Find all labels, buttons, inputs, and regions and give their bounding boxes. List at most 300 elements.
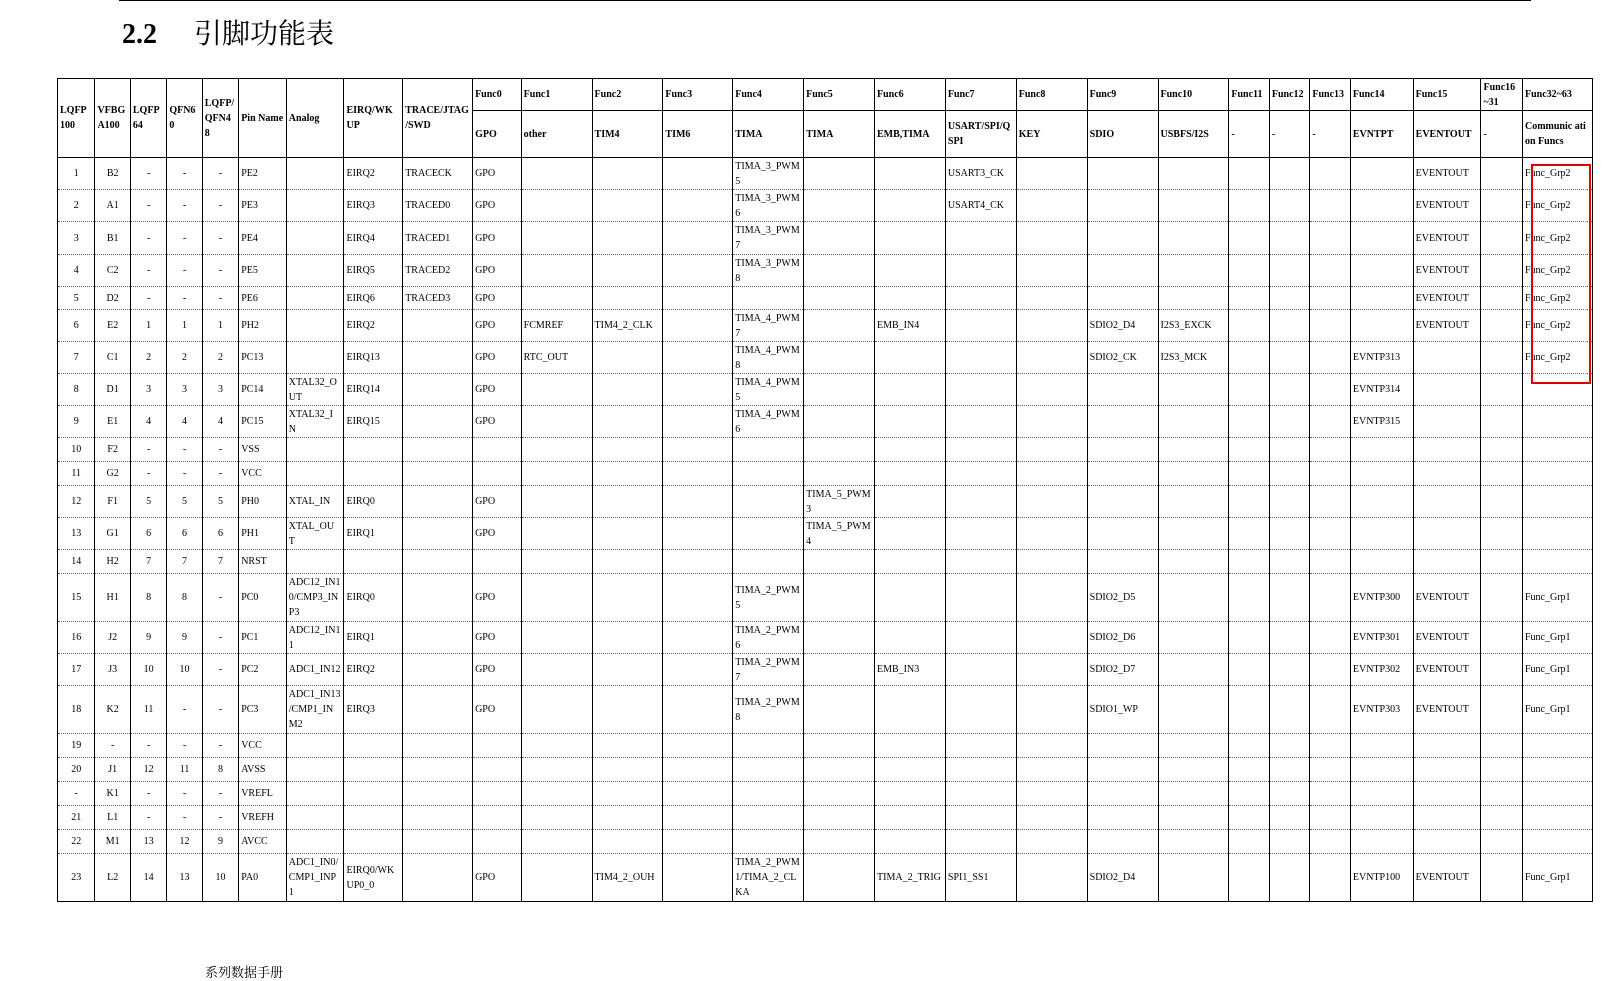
table-cell xyxy=(663,486,733,518)
table-cell xyxy=(286,287,344,310)
table-cell xyxy=(1522,806,1592,830)
column-subheader: - xyxy=(1310,111,1351,158)
column-header: Func16 ~31 xyxy=(1481,79,1523,111)
table-cell: EVNTP300 xyxy=(1350,574,1413,622)
table-cell: EVENTOUT xyxy=(1413,574,1481,622)
table-cell xyxy=(521,758,592,782)
table-cell: PA0 xyxy=(239,854,287,902)
table-cell: PE2 xyxy=(239,158,287,190)
table-cell: 15 xyxy=(58,574,95,622)
table-cell xyxy=(945,342,1016,374)
column-header: TRACE/JTAG /SWD xyxy=(403,79,473,158)
table-cell: EVENTOUT xyxy=(1413,654,1481,686)
table-cell xyxy=(1310,830,1351,854)
table-cell xyxy=(521,486,592,518)
table-cell xyxy=(663,518,733,550)
table-cell xyxy=(1016,734,1087,758)
table-cell: I2S3_EXCK xyxy=(1158,310,1229,342)
table-cell xyxy=(1016,622,1087,654)
table-cell xyxy=(1269,486,1310,518)
table-cell xyxy=(1522,758,1592,782)
column-subheader: other xyxy=(521,111,592,158)
table-cell: GPO xyxy=(473,222,522,255)
table-cell xyxy=(663,574,733,622)
table-cell: 8 xyxy=(130,574,166,622)
table-cell xyxy=(1158,830,1229,854)
table-cell xyxy=(592,518,663,550)
table-cell xyxy=(1350,758,1413,782)
table-cell xyxy=(286,462,344,486)
table-cell xyxy=(592,550,663,574)
table-cell: TIMA_3_PWM 6 xyxy=(733,190,804,222)
table-cell: VREFL xyxy=(239,782,287,806)
column-subheader: - xyxy=(1481,111,1523,158)
table-cell: - xyxy=(58,782,95,806)
table-row xyxy=(58,622,1593,654)
table-cell: GPO xyxy=(473,310,522,342)
table-cell xyxy=(592,374,663,406)
table-cell xyxy=(875,462,946,486)
table-cell xyxy=(1229,287,1270,310)
table-cell xyxy=(1087,734,1158,758)
column-header: Func12 xyxy=(1269,79,1310,111)
table-cell xyxy=(1229,854,1270,902)
table-cell xyxy=(521,190,592,222)
table-cell xyxy=(1350,222,1413,255)
column-header: LQFP 100 xyxy=(58,79,95,158)
table-cell: TIMA_4_PWM 6 xyxy=(733,406,804,438)
table-cell: 5 xyxy=(58,287,95,310)
table-cell xyxy=(1158,574,1229,622)
table-cell: K1 xyxy=(95,782,130,806)
table-cell xyxy=(592,734,663,758)
table-cell: 8 xyxy=(58,374,95,406)
table-cell: - xyxy=(167,782,202,806)
table-cell xyxy=(875,622,946,654)
column-header: Func32~63 xyxy=(1522,79,1592,111)
table-cell xyxy=(945,622,1016,654)
table-cell: EVENTOUT xyxy=(1413,255,1481,287)
table-cell xyxy=(663,374,733,406)
table-cell xyxy=(804,854,875,902)
table-cell: GPO xyxy=(473,342,522,374)
table-cell xyxy=(875,342,946,374)
table-cell: Func_Grp2 xyxy=(1522,342,1592,374)
table-cell xyxy=(1158,734,1229,758)
table-cell xyxy=(1229,574,1270,622)
table-cell: TIM4_2_OUH xyxy=(592,854,663,902)
table-row xyxy=(58,287,1593,310)
table-cell xyxy=(1229,255,1270,287)
table-cell: TIMA_3_PWM 5 xyxy=(733,158,804,190)
table-cell xyxy=(1522,830,1592,854)
table-cell: 10 xyxy=(130,654,166,686)
column-subheader: - xyxy=(1269,111,1310,158)
table-cell: TRACED2 xyxy=(403,255,473,287)
table-cell: - xyxy=(202,438,238,462)
table-cell xyxy=(1481,287,1523,310)
column-subheader: - xyxy=(1229,111,1270,158)
column-header: Func13 xyxy=(1310,79,1351,111)
table-cell: PE3 xyxy=(239,190,287,222)
table-cell: 5 xyxy=(202,486,238,518)
table-cell xyxy=(403,758,473,782)
table-cell xyxy=(403,686,473,734)
table-cell xyxy=(875,255,946,287)
table-cell xyxy=(804,734,875,758)
table-cell xyxy=(1016,486,1087,518)
table-cell xyxy=(1269,462,1310,486)
table-cell: - xyxy=(130,287,166,310)
table-cell: - xyxy=(202,190,238,222)
table-cell xyxy=(592,806,663,830)
column-header: Func15 xyxy=(1413,79,1481,111)
table-cell xyxy=(403,574,473,622)
table-cell xyxy=(1087,830,1158,854)
table-cell: EIRQ0 xyxy=(344,574,403,622)
table-cell xyxy=(592,686,663,734)
table-cell: L1 xyxy=(95,806,130,830)
table-cell xyxy=(1158,486,1229,518)
table-cell: EVNTP313 xyxy=(1350,342,1413,374)
table-cell xyxy=(733,782,804,806)
table-cell xyxy=(344,806,403,830)
table-cell: 11 xyxy=(130,686,166,734)
table-cell xyxy=(1310,342,1351,374)
table-cell xyxy=(663,782,733,806)
table-cell xyxy=(521,158,592,190)
table-cell xyxy=(804,686,875,734)
table-cell xyxy=(286,734,344,758)
table-cell: - xyxy=(167,190,202,222)
table-cell xyxy=(1413,806,1481,830)
table-cell xyxy=(521,550,592,574)
table-cell xyxy=(945,550,1016,574)
table-cell xyxy=(592,830,663,854)
table-cell xyxy=(1481,782,1523,806)
column-subheader: KEY xyxy=(1016,111,1087,158)
table-cell: TRACED3 xyxy=(403,287,473,310)
table-cell xyxy=(1158,518,1229,550)
table-cell xyxy=(403,406,473,438)
table-cell xyxy=(473,758,522,782)
table-cell: F1 xyxy=(95,486,130,518)
table-cell xyxy=(1350,830,1413,854)
table-cell xyxy=(875,758,946,782)
table-cell: Func_Grp1 xyxy=(1522,854,1592,902)
table-cell xyxy=(592,255,663,287)
table-cell xyxy=(945,287,1016,310)
table-cell: 12 xyxy=(58,486,95,518)
table-cell xyxy=(804,374,875,406)
table-cell: EVENTOUT xyxy=(1413,190,1481,222)
table-cell xyxy=(286,830,344,854)
table-cell: Func_Grp1 xyxy=(1522,622,1592,654)
table-cell: SDIO2_D4 xyxy=(1087,310,1158,342)
table-cell xyxy=(663,462,733,486)
table-cell xyxy=(1158,550,1229,574)
table-cell: 3 xyxy=(58,222,95,255)
table-cell xyxy=(1413,374,1481,406)
table-cell xyxy=(1158,758,1229,782)
table-cell: B2 xyxy=(95,158,130,190)
table-cell xyxy=(1087,518,1158,550)
table-cell: 7 xyxy=(130,550,166,574)
table-cell xyxy=(875,518,946,550)
table-cell xyxy=(1481,438,1523,462)
table-cell: 6 xyxy=(167,518,202,550)
table-row xyxy=(58,310,1593,342)
table-cell: EVENTOUT xyxy=(1413,854,1481,902)
table-cell: K2 xyxy=(95,686,130,734)
table-cell xyxy=(804,222,875,255)
table-cell: 3 xyxy=(167,374,202,406)
table-row xyxy=(58,374,1593,406)
table-cell: 9 xyxy=(202,830,238,854)
table-cell: 4 xyxy=(58,255,95,287)
table-cell: TIMA_2_PWM 1/TIMA_2_CL KA xyxy=(733,854,804,902)
table-cell: USART4_CK xyxy=(945,190,1016,222)
table-cell xyxy=(804,255,875,287)
table-cell xyxy=(592,622,663,654)
table-cell xyxy=(473,734,522,758)
table-cell xyxy=(403,342,473,374)
table-cell: RTC_OUT xyxy=(521,342,592,374)
table-cell: EIRQ5 xyxy=(344,255,403,287)
table-cell xyxy=(1229,374,1270,406)
table-cell xyxy=(875,190,946,222)
table-cell: EVENTOUT xyxy=(1413,158,1481,190)
column-subheader: TIMA xyxy=(733,111,804,158)
table-cell xyxy=(804,806,875,830)
table-cell xyxy=(1350,734,1413,758)
table-cell xyxy=(286,550,344,574)
table-cell xyxy=(1413,486,1481,518)
table-cell: EIRQ14 xyxy=(344,374,403,406)
table-cell: 7 xyxy=(58,342,95,374)
table-cell xyxy=(875,830,946,854)
column-header: Func9 xyxy=(1087,79,1158,111)
table-cell xyxy=(592,222,663,255)
table-cell: H1 xyxy=(95,574,130,622)
column-header: QFN6 0 xyxy=(167,79,202,158)
table-cell xyxy=(1481,190,1523,222)
table-cell xyxy=(945,758,1016,782)
table-cell: TIMA_2_PWM 6 xyxy=(733,622,804,654)
table-cell: 14 xyxy=(130,854,166,902)
table-cell xyxy=(733,518,804,550)
table-cell xyxy=(1310,806,1351,830)
table-cell xyxy=(1310,222,1351,255)
column-subheader: GPO xyxy=(473,111,522,158)
table-cell xyxy=(1158,782,1229,806)
table-cell: EVNTP315 xyxy=(1350,406,1413,438)
table-cell xyxy=(1269,806,1310,830)
table-cell xyxy=(1310,782,1351,806)
table-cell: GPO xyxy=(473,654,522,686)
table-cell xyxy=(1413,550,1481,574)
table-cell: PC1 xyxy=(239,622,287,654)
table-cell: H2 xyxy=(95,550,130,574)
table-cell: PE5 xyxy=(239,255,287,287)
table-cell xyxy=(1016,550,1087,574)
table-cell: EVNTP314 xyxy=(1350,374,1413,406)
column-subheader: TIMA xyxy=(804,111,875,158)
table-cell: AVSS xyxy=(239,758,287,782)
table-row xyxy=(58,190,1593,222)
table-cell: E2 xyxy=(95,310,130,342)
table-cell: - xyxy=(202,686,238,734)
table-cell xyxy=(521,518,592,550)
table-cell: 10 xyxy=(202,854,238,902)
table-cell xyxy=(1016,654,1087,686)
table-cell: - xyxy=(167,255,202,287)
table-cell: 1 xyxy=(130,310,166,342)
table-cell: TIMA_2_TRIG xyxy=(875,854,946,902)
table-cell xyxy=(1158,462,1229,486)
table-cell: SDIO2_D4 xyxy=(1087,854,1158,902)
table-cell: GPO xyxy=(473,622,522,654)
table-cell: Func_Grp2 xyxy=(1522,310,1592,342)
table-cell: 11 xyxy=(58,462,95,486)
table-cell xyxy=(663,622,733,654)
table-cell: I2S3_MCK xyxy=(1158,342,1229,374)
table-cell: J3 xyxy=(95,654,130,686)
table-cell: GPO xyxy=(473,686,522,734)
column-header: VFBG A100 xyxy=(95,79,130,158)
column-subheader: TIM6 xyxy=(663,111,733,158)
table-cell xyxy=(875,574,946,622)
table-cell: Func_Grp1 xyxy=(1522,686,1592,734)
column-header: Func6 xyxy=(875,79,946,111)
table-cell xyxy=(1269,550,1310,574)
table-cell xyxy=(945,574,1016,622)
table-cell xyxy=(1522,782,1592,806)
table-cell: EIRQ3 xyxy=(344,686,403,734)
table-cell xyxy=(1310,574,1351,622)
table-cell: USART3_CK xyxy=(945,158,1016,190)
table-cell xyxy=(1413,518,1481,550)
pin-function-table xyxy=(57,78,1593,902)
table-cell: EVNTP100 xyxy=(1350,854,1413,902)
table-cell: EIRQ2 xyxy=(344,158,403,190)
table-cell: M1 xyxy=(95,830,130,854)
table-cell xyxy=(592,438,663,462)
table-cell xyxy=(945,374,1016,406)
column-subheader: Communic ation Funcs xyxy=(1522,111,1592,158)
table-cell: - xyxy=(130,782,166,806)
table-cell xyxy=(1481,310,1523,342)
table-cell xyxy=(945,518,1016,550)
table-cell xyxy=(1229,222,1270,255)
table-cell: EIRQ0 xyxy=(344,486,403,518)
table-cell: 14 xyxy=(58,550,95,574)
table-cell: G2 xyxy=(95,462,130,486)
table-cell xyxy=(1269,374,1310,406)
table-cell xyxy=(473,830,522,854)
table-cell xyxy=(945,654,1016,686)
table-cell: - xyxy=(202,734,238,758)
table-cell: 12 xyxy=(130,758,166,782)
table-cell: EIRQ13 xyxy=(344,342,403,374)
table-cell: F2 xyxy=(95,438,130,462)
table-cell xyxy=(1310,255,1351,287)
table-row xyxy=(58,462,1593,486)
table-cell xyxy=(286,782,344,806)
table-cell xyxy=(344,550,403,574)
table-cell: 18 xyxy=(58,686,95,734)
table-cell: TIMA_2_PWM 5 xyxy=(733,574,804,622)
table-cell: - xyxy=(95,734,130,758)
table-cell: GPO xyxy=(473,854,522,902)
table-cell: EVENTOUT xyxy=(1413,222,1481,255)
table-cell xyxy=(1016,374,1087,406)
table-cell xyxy=(663,406,733,438)
table-cell xyxy=(1310,374,1351,406)
table-cell xyxy=(521,255,592,287)
table-cell xyxy=(804,438,875,462)
table-cell xyxy=(1310,406,1351,438)
table-cell: - xyxy=(202,622,238,654)
table-cell xyxy=(1229,734,1270,758)
table-cell xyxy=(1229,654,1270,686)
table-cell xyxy=(804,830,875,854)
table-cell: XTAL_IN xyxy=(286,486,344,518)
table-cell: 6 xyxy=(130,518,166,550)
table-cell xyxy=(592,574,663,622)
table-cell: - xyxy=(202,158,238,190)
table-cell xyxy=(1310,550,1351,574)
table-cell xyxy=(804,190,875,222)
table-row xyxy=(58,255,1593,287)
table-cell xyxy=(1087,255,1158,287)
table-cell xyxy=(1310,758,1351,782)
table-cell xyxy=(1413,734,1481,758)
table-cell: VSS xyxy=(239,438,287,462)
table-cell xyxy=(1350,438,1413,462)
table-cell: EMB_IN3 xyxy=(875,654,946,686)
table-cell: 11 xyxy=(167,758,202,782)
table-cell xyxy=(1413,342,1481,374)
table-cell: TIMA_2_PWM 8 xyxy=(733,686,804,734)
table-cell xyxy=(1016,310,1087,342)
table-cell xyxy=(1522,406,1592,438)
table-cell xyxy=(1481,342,1523,374)
column-header: Func2 xyxy=(592,79,663,111)
table-cell: PE6 xyxy=(239,287,287,310)
table-cell xyxy=(875,406,946,438)
table-cell xyxy=(1087,782,1158,806)
table-cell: 2 xyxy=(58,190,95,222)
table-cell: ADC1_IN0/ CMP1_INP 1 xyxy=(286,854,344,902)
table-cell xyxy=(521,406,592,438)
table-cell xyxy=(1016,158,1087,190)
table-cell xyxy=(733,758,804,782)
table-cell xyxy=(804,550,875,574)
table-cell: EIRQ1 xyxy=(344,518,403,550)
table-cell: 16 xyxy=(58,622,95,654)
table-cell: EVENTOUT xyxy=(1413,310,1481,342)
table-cell: AVCC xyxy=(239,830,287,854)
table-cell: - xyxy=(167,438,202,462)
table-cell: EVNTP301 xyxy=(1350,622,1413,654)
table-cell xyxy=(1269,854,1310,902)
table-cell xyxy=(804,158,875,190)
table-cell xyxy=(473,806,522,830)
table-cell: GPO xyxy=(473,518,522,550)
table-cell: - xyxy=(130,158,166,190)
table-cell xyxy=(1310,622,1351,654)
